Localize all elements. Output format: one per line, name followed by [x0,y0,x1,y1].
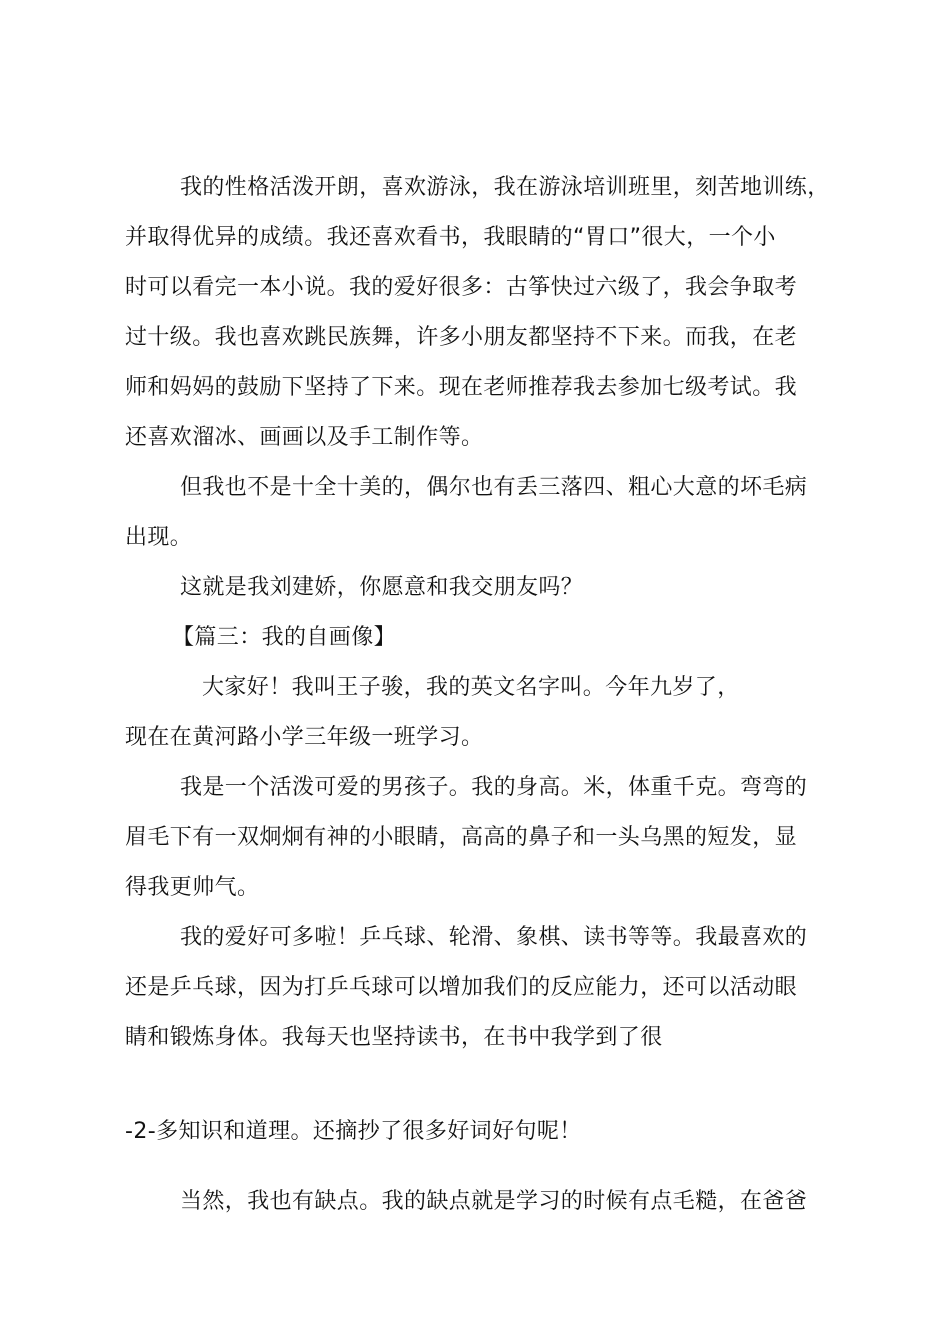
text-line: 睛和锻炼身体。我每天也坚持读书，在书中我学到了很 [125,1025,663,1050]
text-line: 出现。 [125,525,193,550]
text-line: 当然，我也有缺点。我的缺点就是学习的时候有点毛糙，在爸爸 [180,1189,808,1214]
text-line: 但我也不是十全十美的，偶尔也有丢三落四、粗心大意的坏毛病 [180,475,808,500]
text-line: 师和妈妈的鼓励下坚持了下来。现在老师推荐我去参加七级考试。我 [125,375,798,400]
text-line: 还是乒乓球，因为打乒乓球可以增加我们的反应能力，还可以活动眼 [125,975,798,1000]
text-line: 大家好！我叫王子骏，我的英文名字叫。今年九岁了， [202,675,740,700]
text-line: 这就是我刘建娇，你愿意和我交朋友吗？ [180,575,584,600]
text-line: 得我更帅气。 [125,875,260,900]
section-heading: 【篇三：我的自画像】 [172,625,397,650]
text-line: 我是一个活泼可爱的男孩子。我的身高。米，体重千克。弯弯的 [180,775,808,800]
text-line: 眉毛下有一双炯炯有神的小眼睛，高高的鼻子和一头乌黑的短发，显 [125,825,798,850]
text-line: 并取得优异的成绩。我还喜欢看书，我眼睛的“胃口”很大，一个小 [125,225,776,250]
text-line: 时可以看完一本小说。我的爱好很多：古筝快过六级了，我会争取考 [125,275,798,300]
text-line: 过十级。我也喜欢跳民族舞，许多小朋友都坚持不下来。而我，在老 [125,325,798,350]
text-line: 现在在黄河路小学三年级一班学习。 [125,725,484,750]
text-line: 我的性格活泼开朗，喜欢游泳，我在游泳培训班里，刻苦地训练， [180,175,830,200]
text-line: 还喜欢溜冰、画画以及手工制作等。 [125,425,484,450]
page-number-line: -2-多知识和道理。还摘抄了很多好词好句呢！ [125,1119,582,1144]
text-line: 我的爱好可多啦！乒乓球、轮滑、象棋、读书等等。我最喜欢的 [180,925,808,950]
